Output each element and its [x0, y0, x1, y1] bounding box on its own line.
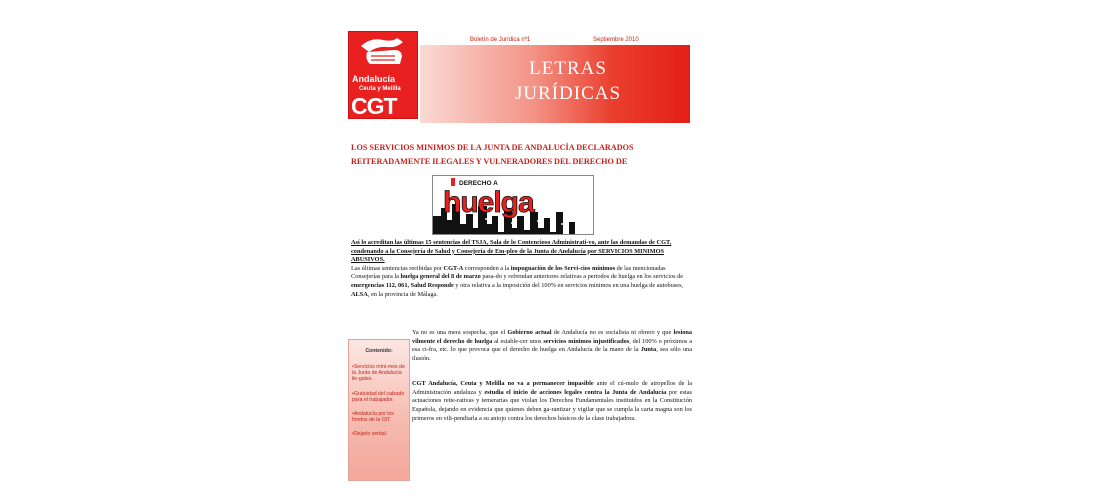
headline-line-2: REITERADAMENTE ILEGALES Y VULNERADORES DEL DERECHO DE — [351, 157, 628, 166]
contents-item[interactable]: •Servicios míni-mos de la Junta de Andalucía ile-gales. — [352, 364, 405, 383]
contents-sidebar — [348, 339, 410, 481]
title-line-2: JURÍDICAS — [514, 83, 622, 104]
poster-top-text: DERECHO A — [459, 180, 498, 187]
logo-line-3: CGT — [351, 93, 397, 119]
main-column — [412, 329, 692, 439]
contents-item[interactable]: •Dejarlo verbal. — [352, 431, 388, 438]
contents-heading: Contenido: — [365, 348, 393, 354]
intro-paragraph: Las últimas sentencias recibidas por CGT-A corresponden a la impugnación de los Servi-cios mínimos de las mencionadas Consejerías para la huelga general del 8 de marzo pasa-do y refrendan anteriores relativas a periodos de huelga en los servicios de emergencias 112, 061, Salud Responde y otra relativa a la imposición del 100% en servicios mínimos en una huelga de autobuses, ALSA, en la provincia de Málaga. — [351, 264, 684, 298]
intro-section — [351, 239, 691, 299]
city-skyline-image — [433, 176, 594, 235]
fist-icon — [349, 32, 417, 72]
logo-line-1: Andalucía — [352, 74, 396, 84]
contents-item[interactable]: •Gratuidad del calzado para el trabajador. — [352, 390, 405, 403]
cgt-logo — [348, 31, 418, 119]
logo-line-2: Ceuta y Melilla — [359, 86, 401, 92]
column-paragraph-1: Ya no es una mera sospecha, que el Gobierno actual de Andalucía no es socialista ni obrero y que lesiona vilmente el derecho de huelga al estable-cer unos servicios mínimos injustificados, del 100% o próximos a esa ci-fra, etc. lo que provoca que el derecho de huelga en Andalucía de la mano de la Junta, sea sólo una ilusión. — [412, 329, 693, 363]
huelga-poster — [432, 175, 594, 235]
bulletin-date: Septiembre 2010 — [593, 37, 639, 43]
intro-lead: Así lo acreditan las últimas 15 sentencias del TSJA, Sala de lo Contencioso Administrati-vo, ante las demandas de CGT, condenando a la Consejería de Salud y Consejería de Em-pleo de la Junta de Andalucía por SERVICIOS MINIMOS ABUSIVOS. — [351, 239, 672, 264]
bulletin-number: Boletín de Jurídica nº1 — [470, 37, 531, 43]
contents-item[interactable]: •Andalucía por los fondos de la OIT. — [352, 411, 394, 424]
headline-line-1: LOS SERVICIOS MINIMOS DE LA JUNTA DE ANDALUCÍA DECLARADOS — [351, 143, 634, 152]
title-line-1: LETRAS — [529, 58, 607, 79]
bulletin-page — [348, 28, 692, 488]
column-paragraph-2: CGT Andalucía, Ceuta y Melilla no va a permanecer impasible ante el cú-mulo de atropellos de la Administración andaluza y estudia el inicio de acciones legales contra la Junta de Andalucía por estas actuaciones reite-rativas y temerarias que violan los Derechos Fundamentales instituidos en la Constitución Española, dejando en evidencia que quienes deben ga-rantizar y vigilar que se cumpla la carta magna son los primeros en vili-pendiarla a su antojo contra los derechos básicos de la clase trabajadora. — [412, 379, 692, 422]
headline — [351, 141, 691, 169]
poster-word: huelga — [443, 186, 534, 219]
